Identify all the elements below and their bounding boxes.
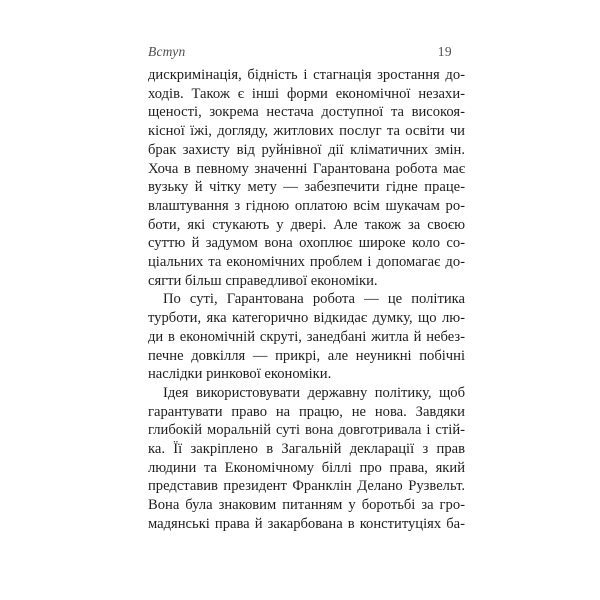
text-line: ка. Її закріплено в Загальній декларації з прав [148, 441, 465, 458]
page-header [148, 44, 465, 61]
text-line: представив президент Франклін Делано Рузвельт. [148, 478, 465, 495]
text-line: брак захисту від руйнівної дії кліматичних змін. [148, 141, 465, 158]
body-text [148, 66, 465, 534]
text-line: людини та Економічному біллі про права, який [148, 459, 465, 476]
text-line: сягти більш справедливої економіки. [148, 272, 378, 289]
text-line: щеності, зокрема нестача доступної та високоя- [148, 104, 465, 121]
text-line: ходів. Також є інші форми економічної незахи- [148, 85, 465, 102]
text-line: наслідки ринкової економіки. [148, 366, 332, 383]
text-line: Ідея використовувати державну політику, щоб [163, 384, 465, 401]
text-line: ціальних та економічних проблем і допомагає до- [148, 254, 465, 271]
text-line: Хоча в певному значенні Гарантована робота має [148, 160, 465, 177]
text-line: печне довкілля — прикрі, але неуникні побічні [148, 347, 465, 364]
text-line: суттю й задумом вона охоплює широке коло со- [148, 235, 465, 252]
text-line: Вона була знаковим питанням у боротьбі за гро- [148, 497, 465, 514]
chapter-title: Вступ [148, 44, 186, 59]
text-line: гарантувати право на працю, не нова. Завдяки [148, 403, 465, 420]
text-line: влаштування з гідною оплатою всім шукачам ро- [148, 197, 465, 214]
text-line: глибокій моральній суті вона довготривала і стій- [148, 422, 465, 439]
text-line: боти, які стукають у двері. Але також за своєю [148, 216, 465, 233]
text-line: дискримінація, бідність і стагнація зростання до- [148, 67, 465, 83]
text-line: мадянські права й закарбована в конституціях ба- [148, 515, 465, 532]
text-line: По суті, Гарантована робота — це політика [163, 291, 465, 308]
page-number: 19 [437, 44, 452, 59]
text-line: ди в економічній скруті, занедбані житла й небез- [148, 328, 465, 345]
text-line: турботи, яка категорично відкидає думку, що лю- [148, 310, 465, 327]
text-line: вузьку й чітку мету — забезпечити гідне праце- [148, 179, 465, 196]
text-line: кісної їжі, догляду, житлових послуг та освіти чи [148, 123, 465, 140]
